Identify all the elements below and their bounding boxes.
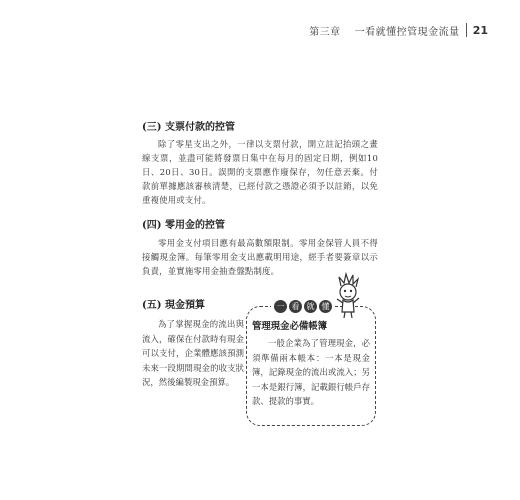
tip-body: 一般企業為了管理現金，必須準備兩本帳本：一本是現金簿，記錄現金的流出或流入；另一本是銀行簿，記載銀行帳戶存款、提款的事實。 bbox=[252, 338, 370, 406]
section-heading: (四) 零用金的控管 bbox=[142, 220, 225, 231]
section-petty-cash bbox=[142, 219, 378, 278]
section-heading: (三) 支票付款的控管 bbox=[142, 122, 235, 133]
tip-title: 管理現金必備帳簿 bbox=[252, 321, 328, 332]
section-heading: (五) 現金預算 bbox=[142, 300, 205, 311]
section-body: 為了掌握現金的流出與流入，確保在付款時有現金可以支付，企業體應該預測未來一段期間現金的收支狀況，然後編製現金預算。 bbox=[142, 319, 244, 387]
tab-char: 懂 bbox=[319, 300, 332, 313]
tab-char: 一 bbox=[274, 300, 287, 313]
tab-char: 就 bbox=[304, 300, 317, 313]
header-divider bbox=[466, 23, 467, 37]
chapter-title: 一看就懂控管現金流量 bbox=[354, 26, 460, 38]
running-header bbox=[238, 20, 488, 40]
main-content bbox=[142, 121, 378, 278]
mascot-icon bbox=[331, 272, 365, 320]
section-body: 零用金支付項目應有最高數額限制。零用金保管人員不得接觸現金簿。每筆零用金支出應載明用途，經手者要簽章以示負責，並實施零用金抽查盤點制度。 bbox=[142, 238, 378, 276]
tab-char: 看 bbox=[289, 300, 302, 313]
tip-tab bbox=[271, 298, 335, 314]
page-number: 21 bbox=[472, 23, 488, 37]
section-check-payment bbox=[142, 121, 378, 207]
section-body: 除了零星支出之外，一律以支票付款，開立註記抬頭之畫線支票，並盡可能將發票日集中在每月的固定日期，例如10日、20日、30日。誤開的支票應作廢保存，勿任意丟棄。付款前單據應該審核清楚，已經付款之憑證必須予以註銷，以免重複使用或支付。 bbox=[142, 139, 378, 205]
chapter-label: 第三章 bbox=[309, 26, 341, 38]
